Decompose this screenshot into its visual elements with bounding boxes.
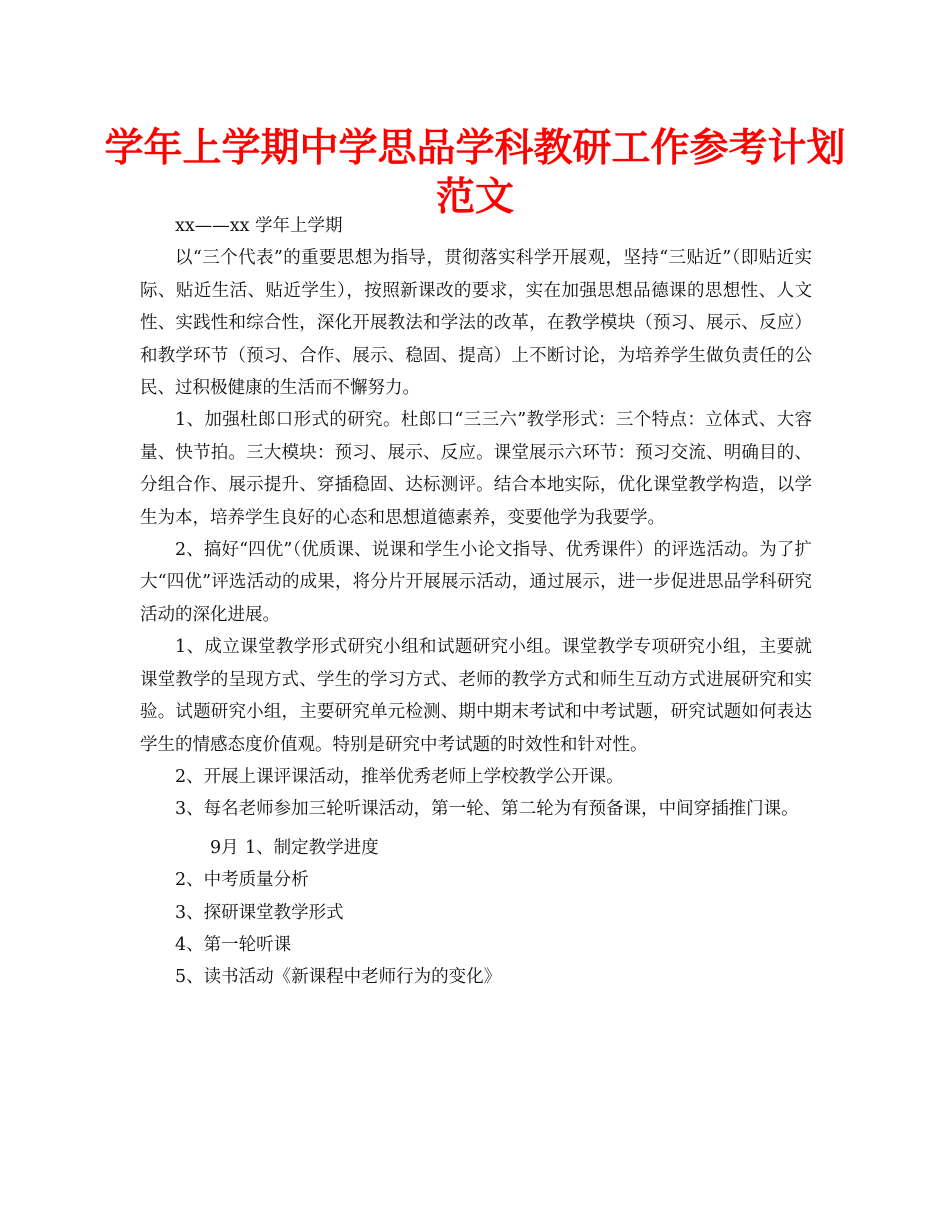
schedule-item: 1、制定教学进度 [245, 837, 379, 858]
guiding-paragraph: 以“三个代表”的重要思想为指导，贯彻落实科学开展观，坚持“三贴近”（即贴近实际、贴近生活、贴近学生），按照新课改的要求，实在加强思想品德课的思想性、人文性、实践性和综合性，深化开展教法和学法的改革，在教学模块（预习、展示、反应）和教学环节（预习、合作、展示、稳固、提高）上不断讨论，为培养学生做负责任的公民、过积极健康的生活而不懈努力。 [140, 248, 812, 399]
item-listening-rounds: 3、每名老师参加三轮听课活动，第一轮、第二轮为有预备课，中间穿插推门课。 [175, 799, 799, 820]
item-duolangkou-research: 1、加强杜郎口形式的研究。杜郎口“三三六”教学形式：三个特点：立体式、大容量、快节拍。三大模块：预习、展示、反应。课堂展示六环节：预习交流、明确目的、分组合作、展示提升、穿插稳固、达标测评。结合本地实际，优化课堂教学构造，以学生为本，培养学生良好的心态和思想道德素养，变要他学为我要学。 [140, 410, 812, 528]
item-research-groups: 1、成立课堂教学形式研究小组和试题研究小组。课堂教学专项研究小组，主要就课堂教学的呈现方式、学生的学习方式、老师的教学方式和师生互动方式进展研究和实验。试题研究小组，主要研究单元检测、期中期末考试和中考试题，研究试题如何表达学生的情感态度价值观。特别是研究中考试题的时效性和针对性。 [140, 637, 812, 755]
schedule-item: 3、探研课堂教学形式 [175, 902, 344, 923]
item-four-excellence: 2、搞好“四优”（优质课、说课和学生小论文指导、优秀课件）的评选活动。为了扩大“四优”评选活动的成果，将分片开展展示活动，通过展示，进一步促进思品学科研究活动的深化进展。 [140, 540, 812, 625]
document-body [140, 210, 812, 994]
schedule-row [140, 832, 812, 864]
schedule-item: 4、第一轮听课 [175, 934, 292, 955]
semester-line: xx——xx 学年上学期 [175, 216, 343, 236]
schedule-item: 5、读书活动《新课程中老师行为的变化》 [175, 967, 502, 988]
item-lesson-evaluation: 2、开展上课评课活动，推举优秀老师上学校教学公开课。 [175, 766, 624, 787]
schedule-month: 9月 [210, 837, 239, 858]
document-title: 学年上学期中学思品学科教研工作参考计划范文 [104, 126, 846, 220]
schedule-item: 2、中考质量分析 [175, 870, 309, 891]
